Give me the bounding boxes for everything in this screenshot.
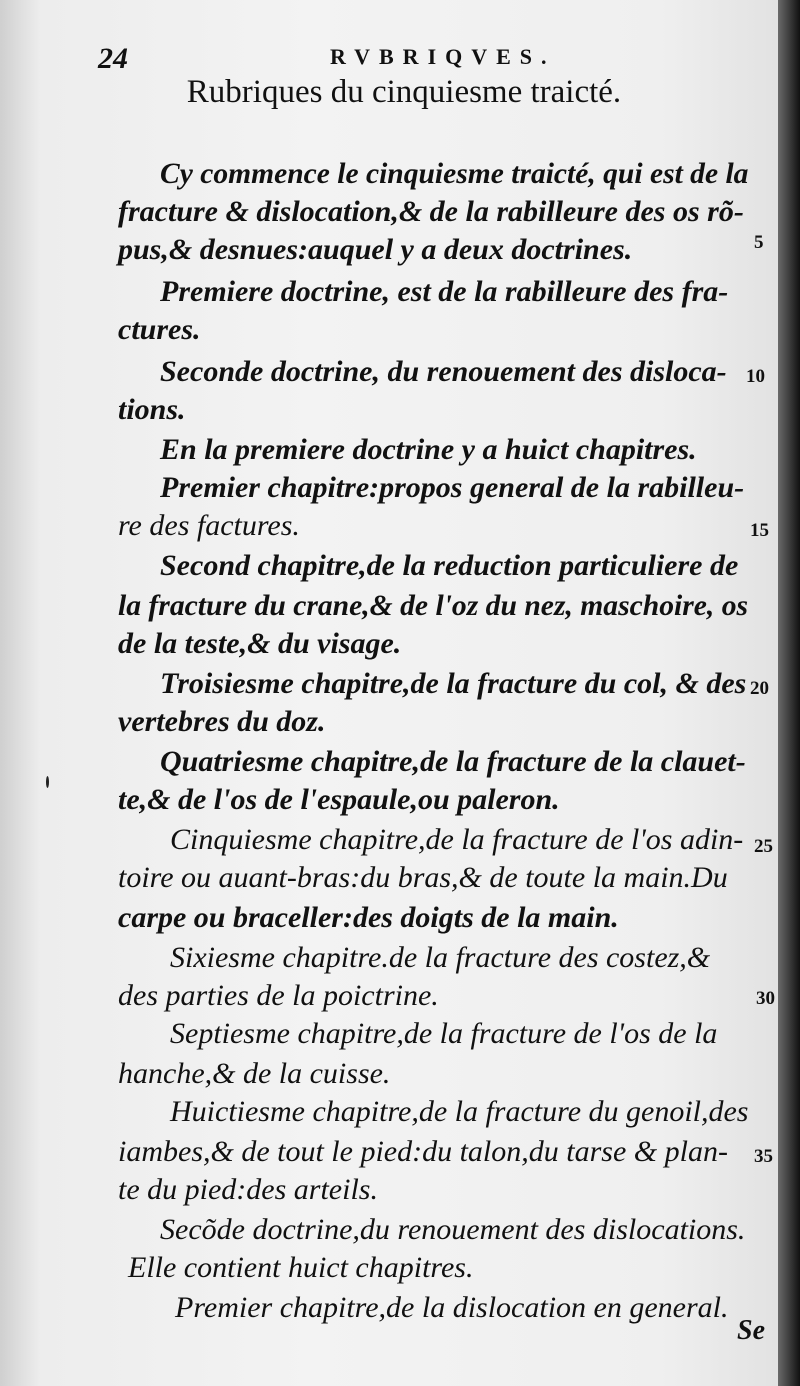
text-line: Premier chapitre,de la dislocation en general. bbox=[175, 1291, 729, 1324]
text-line: carpe ou braceller:des doigts de la main. bbox=[118, 901, 619, 934]
text-line: Seconde doctrine, du renouement des disloca- bbox=[160, 355, 727, 388]
page-number: 24 bbox=[98, 42, 128, 75]
text-line: tions. bbox=[118, 393, 186, 426]
text-line: Quatriesme chapitre,de la fracture de la clauet- bbox=[160, 745, 746, 778]
text-line: iambes,& de tout le pied:du talon,du tarse & plan- bbox=[118, 1135, 728, 1168]
text-line: Second chapitre,de la reduction particuliere de bbox=[160, 549, 739, 582]
section-heading: Rubriques du cinquiesme traicté. bbox=[186, 74, 622, 110]
text-line: la fracture du crane,& de l'oz du nez, maschoire, os bbox=[118, 589, 749, 622]
line-number-30: 30 bbox=[756, 988, 775, 1009]
text-line: Huictiesme chapitre,de la fracture du genoil,des bbox=[170, 1095, 749, 1128]
catchword: Se bbox=[737, 1315, 765, 1346]
text-line: Secõde doctrine,du renouement des dislocations. bbox=[160, 1213, 746, 1246]
text-line: fracture & dislocation,& de la rabilleure des os rõ- bbox=[118, 195, 744, 228]
text-line: Sixiesme chapitre.de la fracture des costez,& bbox=[170, 941, 711, 974]
text-line: de la teste,& du visage. bbox=[118, 627, 402, 660]
text-line: Elle contient huict chapitres. bbox=[128, 1251, 474, 1284]
text-line: Cinquiesme chapitre,de la fracture de l'os adin- bbox=[170, 823, 744, 856]
ink-speck bbox=[46, 776, 49, 788]
text-line: En la premiere doctrine y a huict chapitres. bbox=[160, 433, 697, 466]
text-line: Premiere doctrine, est de la rabilleure des fra- bbox=[160, 275, 729, 308]
line-number-10: 10 bbox=[746, 366, 765, 387]
text-line: ctures. bbox=[118, 313, 201, 346]
text-line: Cy commence le cinquiesme traicté, qui est de la bbox=[160, 157, 749, 190]
line-number-35: 35 bbox=[754, 1146, 773, 1167]
text-line: Troisiesme chapitre,de la fracture du col, & des bbox=[160, 667, 747, 700]
text-line: des parties de la poictrine. bbox=[118, 979, 439, 1012]
text-line: vertebres du doz. bbox=[118, 705, 326, 738]
text-line: pus,& desnues:auquel y a deux doctrines. bbox=[118, 233, 633, 266]
book-gutter bbox=[778, 0, 800, 1386]
line-number-25: 25 bbox=[754, 836, 773, 857]
text-line: te,& de l'os de l'espaule,ou paleron. bbox=[118, 783, 560, 816]
line-number-20: 20 bbox=[750, 678, 769, 699]
text-line: toire ou auant-bras:du bras,& de toute la main.Du bbox=[118, 861, 728, 894]
running-title: RVBRIQVES. bbox=[330, 44, 556, 69]
text-line: te du pied:des arteils. bbox=[118, 1173, 378, 1206]
text-line: Premier chapitre:propos general de la rabilleu- bbox=[160, 471, 745, 504]
text-line: Septiesme chapitre,de la fracture de l'os de la bbox=[170, 1017, 718, 1050]
text-line: hanche,& de la cuisse. bbox=[118, 1057, 391, 1090]
line-number-5: 5 bbox=[754, 232, 764, 253]
text-line: re des factures. bbox=[118, 509, 300, 542]
line-number-15: 15 bbox=[750, 520, 769, 541]
